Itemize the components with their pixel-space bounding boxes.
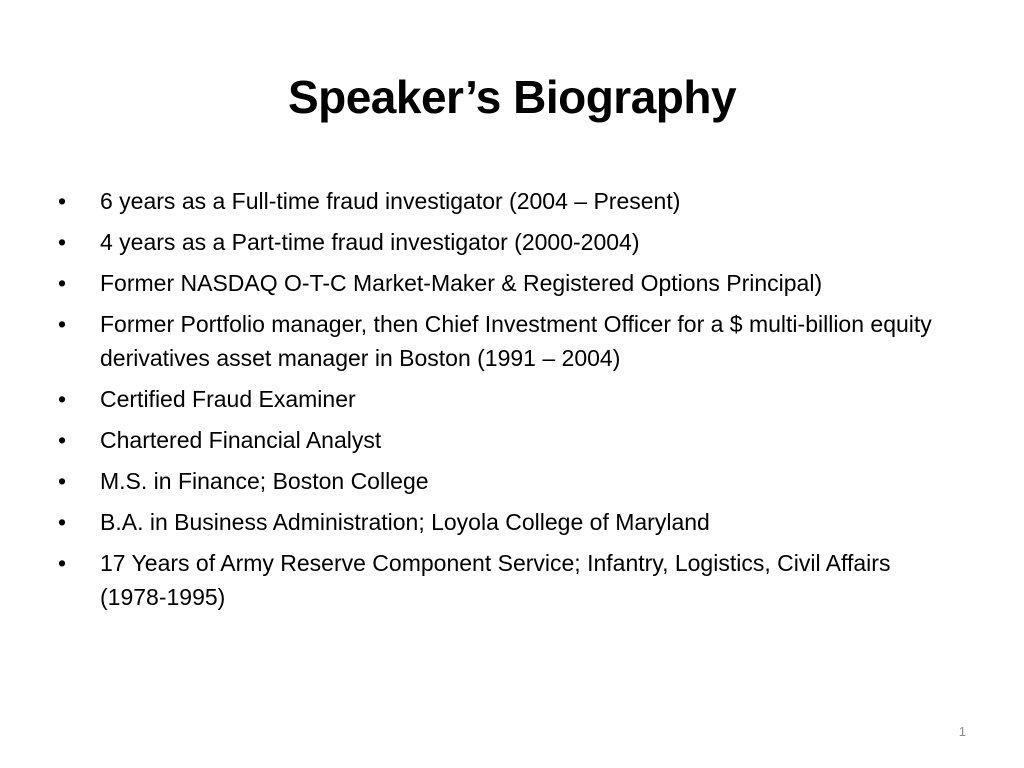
bullet-text: Chartered Financial Analyst [100,427,382,453]
bullet-item [58,266,938,300]
bullet-item [58,184,938,218]
bullet-text: B.A. in Business Administration; Loyola College of Maryland [100,509,710,535]
bullet-icon: • [58,386,67,412]
bullet-icon: • [58,427,67,453]
bullet-icon: • [58,311,67,337]
bullet-item [58,464,938,498]
bullet-icon: • [58,229,67,255]
slide-title: Speaker’s Biography [287,71,737,123]
page-number: 1 [958,724,966,739]
bullet-text: 17 Years of Army Reserve Component Service; Infantry, Logistics, Civil Affairs (1978-1995) [100,550,891,610]
bullet-text: Former NASDAQ O-T-C Market-Maker & Registered Options Principal) [100,270,823,296]
bullet-icon: • [58,550,67,576]
bullet-item [58,307,938,375]
bullet-text: M.S. in Finance; Boston College [100,468,429,494]
bullet-icon: • [58,188,67,214]
bullet-item [58,423,938,457]
bullet-item [58,546,938,614]
bullet-icon: • [58,468,67,494]
bullet-text: Former Portfolio manager, then Chief Investment Officer for a $ multi-billion equity derivatives asset manager in Boston (1991 – 2004) [100,311,932,371]
bullet-icon: • [58,509,67,535]
bullet-icon: • [58,270,67,296]
bullet-text: Certified Fraud Examiner [100,386,356,412]
bullet-list [58,184,938,621]
bullet-text: 4 years as a Part-time fraud investigator (2000-2004) [100,229,640,255]
bullet-text: 6 years as a Full-time fraud investigator (2004 – Present) [100,188,681,214]
bullet-item [58,505,938,539]
bullet-item [58,225,938,259]
bullet-item [58,382,938,416]
